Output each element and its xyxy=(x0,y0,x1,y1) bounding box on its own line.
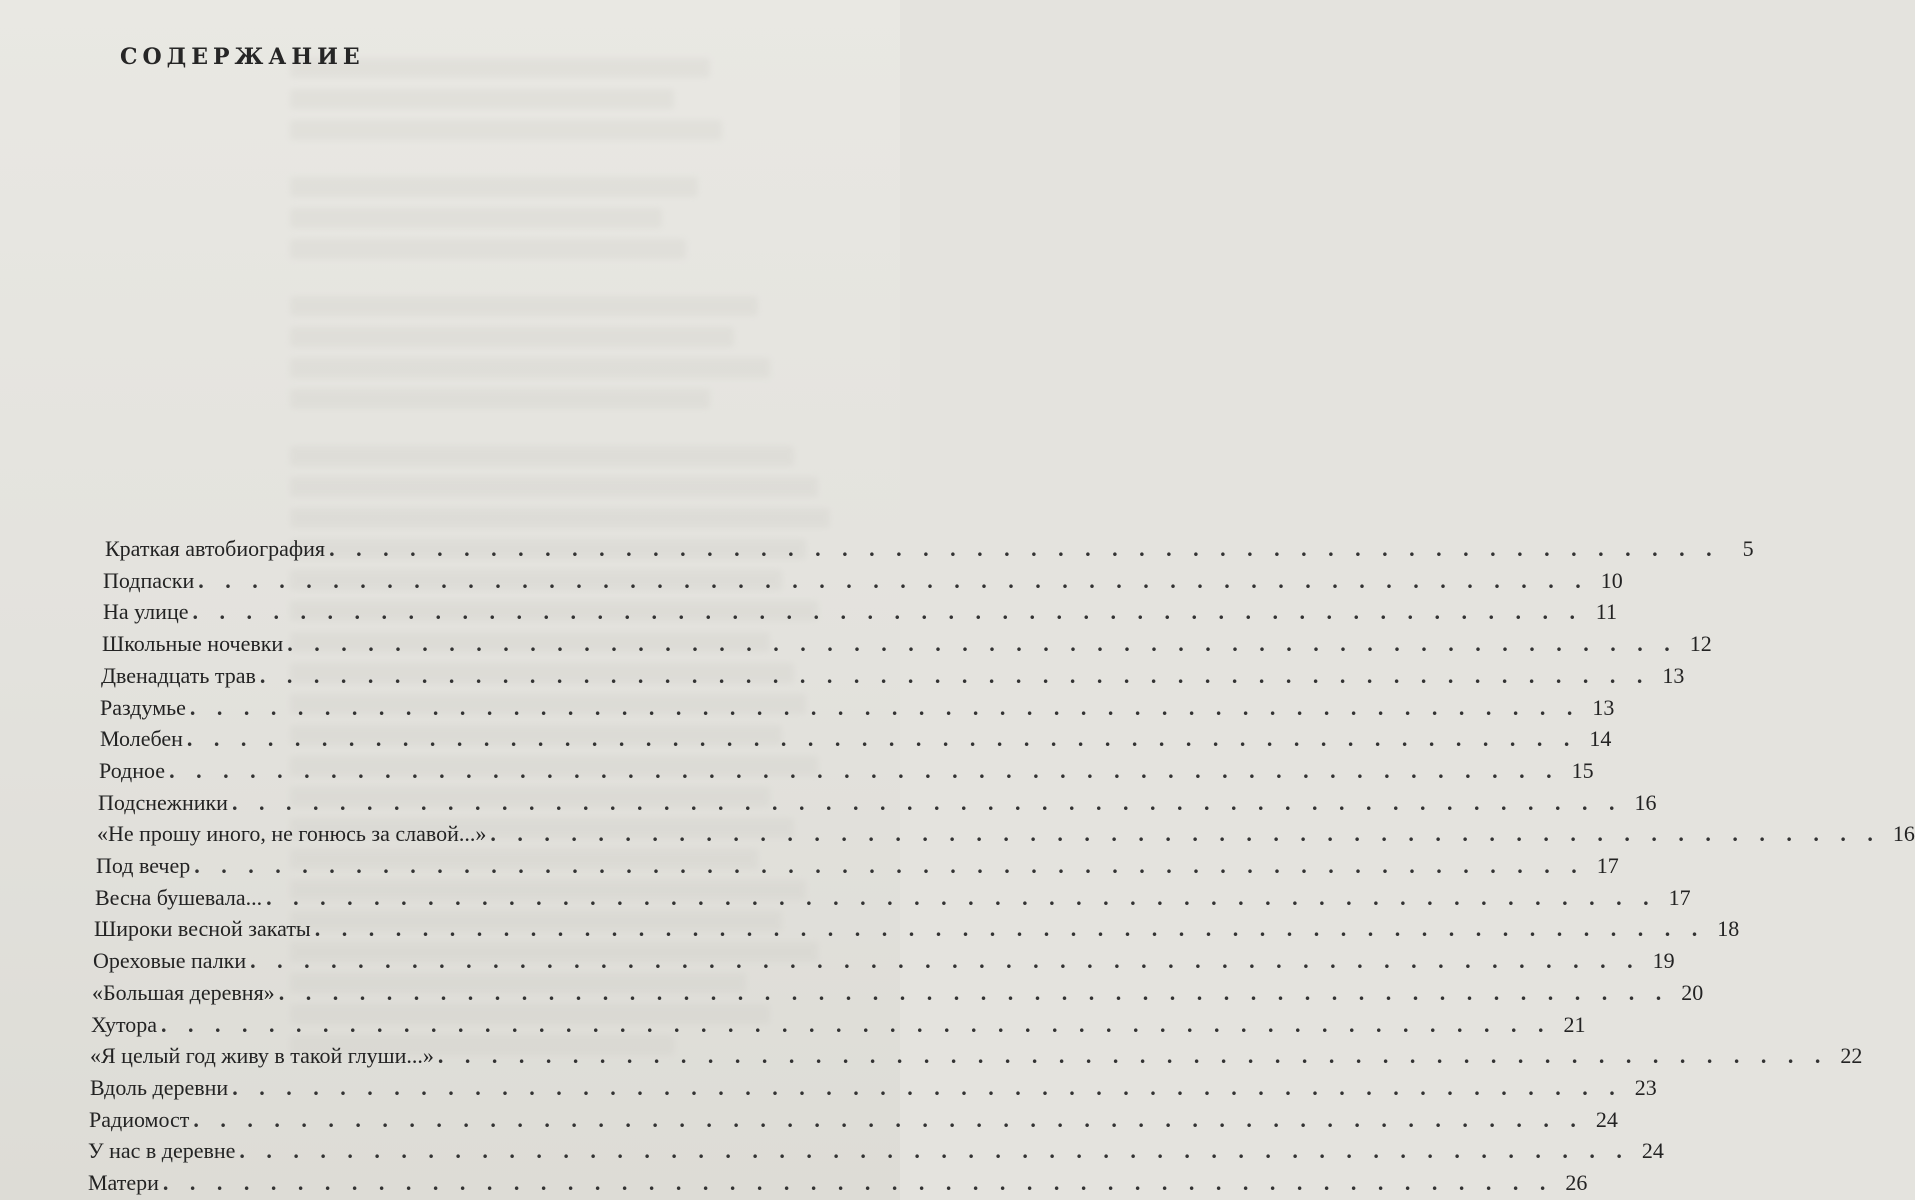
toc-entry xyxy=(105,533,1754,565)
toc-entry-page: 26 xyxy=(1565,1170,1588,1195)
leader-dots: . . . . . . . . . . . . . . . . . . . . . . . . . . . . . . . . . . . . . . . . . . . . . . . . . . . . xyxy=(250,948,1641,973)
toc-entry-page: 18 xyxy=(1717,916,1740,941)
leader-dots: . . . . . . . . . . . . . . . . . . . . . . . . . . . . . . . . . . . . . . . . . . . . . . . . . . . . xyxy=(266,885,1657,910)
leader-dots: . . . . . . . . . . . . . . . . . . . . . . . . . . . . . . . . . . . . . . . . . . . . . . . . . . . . xyxy=(329,536,1720,561)
toc-entry-page: 19 xyxy=(1652,948,1675,973)
toc-entry xyxy=(100,723,1612,755)
toc-entry xyxy=(96,850,1619,882)
toc-entry-title: Подпаски xyxy=(103,568,195,593)
contents-heading: СОДЕРЖАНИЕ xyxy=(120,44,365,70)
toc-entry-title: Краткая автобиография xyxy=(105,536,326,561)
toc-entry xyxy=(98,787,1657,819)
toc-entry-title: Ореховые палки xyxy=(93,948,247,973)
leader-dots: . . . . . . . . . . . . . . . . . . . . . . . . . . . . . . . . . . . . . . . . . . . . . . . . . . . . xyxy=(490,821,1881,846)
toc-entry-title: Под вечер xyxy=(96,853,191,878)
leader-dots: . . . . . . . . . . . . . . . . . . . . . . . . . . . . . . . . . . . . . . . . . . . . . . . . . . . . xyxy=(437,1043,1829,1068)
leader-dots: . . . . . . . . . . . . . . . . . . . . . . . . . . . . . . . . . . . . . . . . . . . . . . . . . . . . xyxy=(278,980,1670,1005)
toc-entry-title: У нас в деревне xyxy=(88,1138,236,1163)
leader-dots: . . . . . . . . . . . . . . . . . . . . . . . . . . . . . . . . . . . . . . . . . . . . . . . . . . . . xyxy=(314,916,1706,941)
toc-entry xyxy=(91,1009,1586,1041)
toc-entry-title: «Я целый год живу в такой глуши...» xyxy=(90,1043,434,1068)
leader-dots: . . . . . . . . . . . . . . . . . . . . . . . . . . . . . . . . . . . . . . . . . . . . . . . . . . . . xyxy=(162,1170,1554,1195)
toc-entry-page: 24 xyxy=(1595,1107,1618,1132)
leader-dots: . . . . . . . . . . . . . . . . . . . . . . . . . . . . . . . . . . . . . . . . . . . . . . . . . . . . xyxy=(232,1075,1623,1100)
toc-entry-page: 21 xyxy=(1563,1012,1586,1037)
toc-entry-title: Широки весной закаты xyxy=(94,916,311,941)
toc-entry xyxy=(88,1135,1664,1167)
toc-entry-page: 16 xyxy=(1634,790,1657,815)
toc-entry xyxy=(88,1167,1588,1199)
toc-entry xyxy=(90,1072,1657,1104)
toc-entry-title: Раздумье xyxy=(100,695,186,720)
toc-entry-page: 14 xyxy=(1589,726,1612,751)
toc-entry xyxy=(97,818,1915,850)
toc-entry xyxy=(92,977,1704,1009)
toc-entry xyxy=(90,1040,1863,1072)
toc-entry-title: «Не прошу иного, не гонюсь за славой...» xyxy=(97,821,487,846)
toc-entry-page: 24 xyxy=(1641,1138,1664,1163)
toc-entry xyxy=(103,596,1617,628)
leader-dots: . . . . . . . . . . . . . . . . . . . . . . . . . . . . . . . . . . . . . . . . . . . . . . . . . . . . xyxy=(239,1138,1630,1163)
toc-entry-title: На улице xyxy=(103,599,189,624)
leader-dots: . . . . . . . . . . . . . . . . . . . . . . . . . . . . . . . . . . . . . . . . . . . . . . . . . . . . xyxy=(287,631,1678,656)
leader-dots: . . . . . . . . . . . . . . . . . . . . . . . . . . . . . . . . . . . . . . . . . . . . . . . . . . . . xyxy=(192,599,1583,624)
toc-entry-title: Весна бушевала... xyxy=(95,885,263,910)
leader-dots: . . . . . . . . . . . . . . . . . . . . . . . . . . . . . . . . . . . . . . . . . . . . . . . . . . . . xyxy=(169,758,1560,783)
leader-dots: . . . . . . . . . . . . . . . . . . . . . . . . . . . . . . . . . . . . . . . . . . . . . . . . . . . . xyxy=(231,790,1623,815)
toc-entry xyxy=(102,628,1712,660)
toc-entry-title: Родное xyxy=(99,758,166,783)
toc-entry-page: 11 xyxy=(1595,599,1617,624)
toc-entry xyxy=(101,660,1685,692)
toc-entry-page: 10 xyxy=(1600,568,1623,593)
toc-entry-page: 20 xyxy=(1681,980,1704,1005)
toc-entry xyxy=(103,565,1623,597)
toc-entry-page: 23 xyxy=(1634,1075,1657,1100)
toc-entry-title: Радиомост xyxy=(89,1107,190,1132)
toc-entry xyxy=(94,913,1740,945)
toc-entry-title: «Большая деревня» xyxy=(92,980,275,1005)
toc-entry-title: Вдоль деревни xyxy=(90,1075,229,1100)
leader-dots: . . . . . . . . . . . . . . . . . . . . . . . . . . . . . . . . . . . . . . . . . . . . . . . . . . . . xyxy=(198,568,1589,593)
leader-dots: . . . . . . . . . . . . . . . . . . . . . . . . . . . . . . . . . . . . . . . . . . . . . . . . . . . . xyxy=(161,1012,1552,1037)
leader-dots: . . . . . . . . . . . . . . . . . . . . . . . . . . . . . . . . . . . . . . . . . . . . . . . . . . . . xyxy=(193,1107,1584,1132)
toc-entry xyxy=(89,1104,1618,1136)
toc-entry xyxy=(93,945,1675,977)
toc-entry-title: Матери xyxy=(88,1170,159,1195)
toc-entry-page: 13 xyxy=(1592,695,1615,720)
toc-entry-page: 15 xyxy=(1571,758,1594,783)
toc-entry-title: Хутора xyxy=(91,1012,158,1037)
toc-entry-page: 17 xyxy=(1668,885,1691,910)
leader-dots: . . . . . . . . . . . . . . . . . . . . . . . . . . . . . . . . . . . . . . . . . . . . . . . . . . . . xyxy=(259,663,1651,688)
leader-dots: . . . . . . . . . . . . . . . . . . . . . . . . . . . . . . . . . . . . . . . . . . . . . . . . . . . . xyxy=(194,853,1585,878)
toc-entry-title: Молебен xyxy=(100,726,183,751)
toc-entry xyxy=(100,692,1615,724)
toc-entry-page: 13 xyxy=(1662,663,1685,688)
leader-dots: . . . . . . . . . . . . . . . . . . . . . . . . . . . . . . . . . . . . . . . . . . . . . . . . . . . . xyxy=(189,695,1581,720)
toc-entry-title: Подснежники xyxy=(98,790,228,815)
toc-entry xyxy=(95,882,1691,914)
toc-entry-page: 12 xyxy=(1689,631,1712,656)
toc-entry-page: 5 xyxy=(1742,536,1754,561)
toc-entry-page: 16 xyxy=(1892,821,1915,846)
toc-entry-page: 22 xyxy=(1840,1043,1863,1068)
toc-entry-title: Двенадцать трав xyxy=(101,663,256,688)
toc-entry-title: Школьные ночевки xyxy=(102,631,284,656)
toc-entry xyxy=(99,755,1594,787)
toc-entry-page: 17 xyxy=(1596,853,1619,878)
leader-dots: . . . . . . . . . . . . . . . . . . . . . . . . . . . . . . . . . . . . . . . . . . . . . . . . . . . . xyxy=(186,726,1578,751)
